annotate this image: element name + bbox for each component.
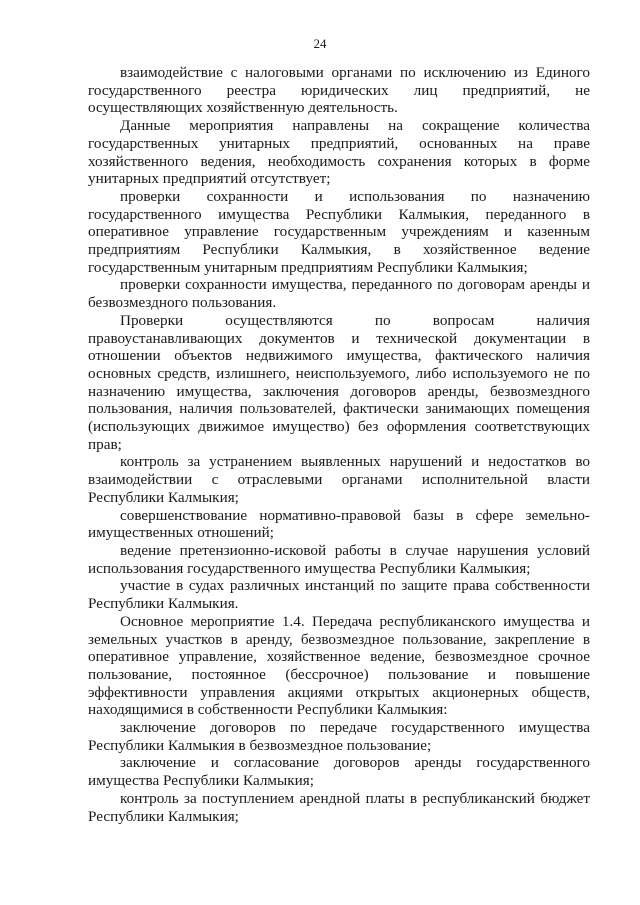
- paragraph: Проверки осуществляются по вопросам наличия правоустанавливающих документов и технической документации в отношении объектов недвижимого имущества, фактического наличия основных средств, излишнего, неиспользуемого, либо используемого не по назначению имущества, заключения договоров аренды, безвозмездного пользования, наличия пользователей, фактически занимающих помещения (использующих движимое имущество) без оформления соответствующих прав;: [88, 311, 590, 453]
- paragraph: Основное мероприятие 1.4. Передача республиканского имущества и земельных участков в аренду, безвозмездное пользование, закрепление в оперативное управление, хозяйственное ведение, безвозмездное срочное пользование, постоянное (бессрочное) пользование и повышение эффективности управления акциями открытых акционерных обществ, находящимися в собственности Республики Калмыкия:: [88, 612, 590, 719]
- paragraph: заключение и согласование договоров аренды государственного имущества Республики Калмыкия;: [88, 754, 590, 790]
- paragraph: взаимодействие с налоговыми органами по исключению из Единого государственного реестра юридических лиц предприятий, не осуществляющих хозяйственную деятельность.: [88, 64, 590, 117]
- paragraph: Данные мероприятия направлены на сокращение количества государственных унитарных предприятий, основанных на праве хозяйственного ведения, необходимость сохранения которых в форме унитарных предприятий отсутствует;: [88, 117, 590, 188]
- paragraph: совершенствование нормативно-правовой базы в сфере земельно-имущественных отношений;: [88, 506, 590, 542]
- paragraph: проверки сохранности имущества, переданного по договорам аренды и безвозмездного пользования.: [88, 276, 590, 312]
- paragraph: контроль за устранением выявленных нарушений и недостатков во взаимодействии с отраслевыми органами исполнительной власти Республики Калмыкия;: [88, 453, 590, 506]
- paragraph: ведение претензионно-исковой работы в случае нарушения условий использования государственного имущества Республики Калмыкия;: [88, 541, 590, 577]
- document-body: [88, 64, 590, 825]
- paragraph: участие в судах различных инстанций по защите права собственности Республики Калмыкия.: [88, 577, 590, 613]
- paragraph: заключение договоров по передаче государственного имущества Республики Калмыкия в безвозмездное пользование;: [88, 719, 590, 754]
- paragraph: проверки сохранности и использования по назначению государственного имущества Республики Калмыкия, переданного в оперативное управление государственным учреждениям и казенным предприятиям Республики Калмыкия, в хозяйственное ведение государственным унитарным предприятиям Республики Калмыкия;: [88, 187, 590, 276]
- paragraph: контроль за поступлением арендной платы в республиканский бюджет Республики Калмыкия;: [88, 789, 590, 825]
- page-number: 24: [313, 36, 327, 51]
